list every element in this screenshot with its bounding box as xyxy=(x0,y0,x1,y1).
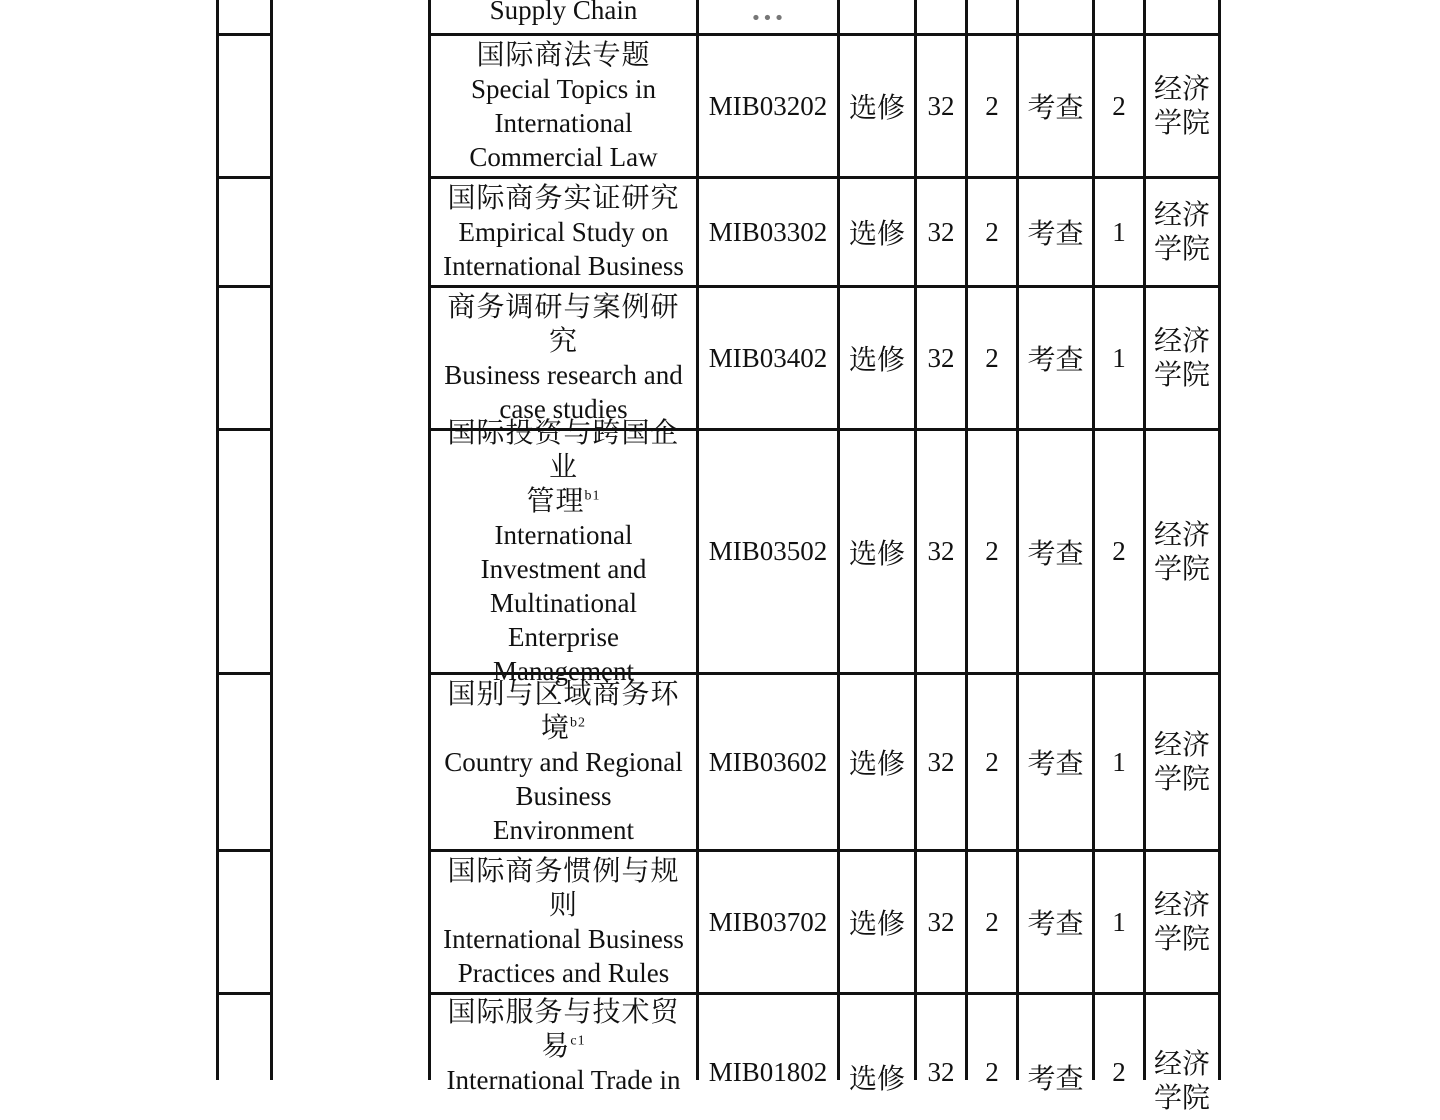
course-name-zh: 国际商务实证研究 xyxy=(447,181,680,214)
course-department xyxy=(1146,179,1218,285)
department-line: 经济 xyxy=(1153,517,1210,551)
course-type: 选修 xyxy=(848,536,905,570)
department-line: 经济 xyxy=(1153,198,1210,231)
course-semester: 1 xyxy=(1112,342,1126,373)
department-line: 学院 xyxy=(1153,358,1210,391)
course-name-zh: 国别与区域商务环 xyxy=(447,677,680,710)
course-name-en: Multinational xyxy=(490,587,637,618)
gap-mask xyxy=(273,992,428,995)
course-code: MIB01802 xyxy=(708,1057,828,1087)
course-credits: 2 xyxy=(985,216,999,247)
course-hours: 32 xyxy=(927,906,955,937)
gap-mask xyxy=(273,849,428,852)
course-assessment: 考查 xyxy=(1027,1062,1084,1095)
course-type: 选修 xyxy=(848,907,905,940)
course-hours: 32 xyxy=(927,536,955,566)
course-name-zh: 则 xyxy=(548,888,578,921)
column-divider xyxy=(216,0,219,1080)
course-department xyxy=(1146,675,1218,849)
course-name-en: Special Topics in xyxy=(470,74,657,104)
course-name-zh: 国际投资与跨国企业 xyxy=(447,415,680,483)
footnote-marker: b1 xyxy=(584,488,601,504)
course-hours: 32 xyxy=(927,1057,955,1087)
course-department xyxy=(1146,36,1218,176)
top-row-name-en: Supply Chain xyxy=(489,0,638,25)
top-row-course-code xyxy=(699,3,837,33)
course-name-zh: 管理$^{b1}$ xyxy=(526,483,601,517)
course-credits: 2 xyxy=(985,906,999,937)
course-name-en: Enterprise xyxy=(508,621,619,652)
course-department xyxy=(1146,995,1218,1120)
gap-mask xyxy=(273,672,428,675)
course-name-zh: 境$^{b2}$ xyxy=(540,711,586,744)
course-semester: 1 xyxy=(1112,906,1126,937)
course-name-en: Practices and Rules xyxy=(457,958,670,988)
department-line: 经济 xyxy=(1153,1047,1210,1080)
course-name-zh: 易$^{c1}$ xyxy=(541,1029,586,1062)
course-hours: 32 xyxy=(927,746,955,777)
course-name-en: Business xyxy=(515,781,612,811)
course-name-zh: 商务调研与案例研 xyxy=(447,290,680,323)
course-assessment: 考查 xyxy=(1027,536,1084,570)
course-assessment: 考查 xyxy=(1027,343,1084,376)
course-code: MIB03602 xyxy=(708,746,828,777)
course-semester: 2 xyxy=(1112,1057,1126,1087)
course-name-cell xyxy=(431,36,696,176)
course-credits: 2 xyxy=(985,342,999,373)
course-assessment: 考查 xyxy=(1027,907,1084,940)
top-row-course-name xyxy=(431,0,696,33)
course-name-en: Country and Regional xyxy=(444,747,683,777)
course-name-en: Commercial Law xyxy=(469,142,658,172)
gap-mask xyxy=(273,285,428,288)
department-line: 经济 xyxy=(1153,72,1210,105)
course-assessment: 考查 xyxy=(1027,91,1084,124)
course-name-cell xyxy=(431,415,696,686)
course-semester: 2 xyxy=(1112,536,1126,566)
course-name-cell xyxy=(431,288,696,428)
course-name-zh: 究 xyxy=(548,324,578,357)
course-name-cell xyxy=(431,852,696,992)
course-name-en: Empirical Study on xyxy=(458,217,669,247)
course-type: 选修 xyxy=(848,91,905,124)
footnote-marker: b2 xyxy=(570,715,586,731)
course-name-en: Environment xyxy=(493,815,634,845)
course-assessment: 考查 xyxy=(1027,747,1084,780)
truncated-marker: ••• xyxy=(750,7,786,29)
course-credits: 2 xyxy=(985,536,999,566)
course-name-zh: 国际商务惯例与规 xyxy=(447,854,680,887)
course-type: 选修 xyxy=(848,343,905,376)
course-name-en: Business research and xyxy=(444,360,683,390)
course-name-zh: 国际商法专题 xyxy=(476,38,651,71)
course-type: 选修 xyxy=(848,217,905,250)
course-hours: 32 xyxy=(927,216,955,247)
course-semester: 2 xyxy=(1112,90,1126,121)
department-line: 学院 xyxy=(1153,551,1210,585)
course-department xyxy=(1146,288,1218,428)
course-name-en: International xyxy=(494,108,633,138)
department-line: 学院 xyxy=(1153,922,1210,955)
course-name-en: case studies xyxy=(499,394,628,424)
course-name-en: Management xyxy=(493,655,634,686)
course-department xyxy=(1146,431,1218,672)
course-type: 选修 xyxy=(848,747,905,780)
course-name-en: Investment and xyxy=(480,553,647,584)
course-assessment: 考查 xyxy=(1027,217,1084,250)
course-credits: 2 xyxy=(985,90,999,121)
course-semester: 1 xyxy=(1112,216,1126,247)
column-divider xyxy=(270,0,273,1080)
gap-mask xyxy=(273,176,428,179)
course-name-cell xyxy=(431,675,696,849)
department-line: 学院 xyxy=(1153,1081,1210,1114)
course-department xyxy=(1146,852,1218,992)
gap-mask xyxy=(273,33,428,36)
course-name-cell xyxy=(431,995,696,1120)
course-code: MIB03502 xyxy=(708,536,828,566)
course-code: MIB03302 xyxy=(708,216,828,247)
course-hours: 32 xyxy=(927,342,955,373)
department-line: 学院 xyxy=(1153,106,1210,139)
gap-mask xyxy=(273,428,428,431)
department-line: 学院 xyxy=(1153,762,1210,795)
course-credits: 2 xyxy=(985,746,999,777)
course-type: 选修 xyxy=(848,1062,905,1095)
course-name-en: International Business xyxy=(443,924,684,954)
course-hours: 32 xyxy=(927,90,955,121)
course-name-cell xyxy=(431,179,696,285)
footnote-marker: c1 xyxy=(570,1033,586,1049)
course-code: MIB03402 xyxy=(708,342,828,373)
course-code: MIB03202 xyxy=(708,90,828,121)
course-semester: 1 xyxy=(1112,746,1126,777)
department-line: 经济 xyxy=(1153,888,1210,921)
department-line: 经济 xyxy=(1153,728,1210,761)
course-name-zh: 国际服务与技术贸 xyxy=(447,995,680,1028)
course-name-en: International xyxy=(494,519,633,550)
department-line: 学院 xyxy=(1153,232,1210,265)
course-name-en: International Trade in xyxy=(446,1065,681,1095)
column-divider xyxy=(1218,0,1221,1080)
course-code: MIB03702 xyxy=(708,906,828,937)
department-line: 经济 xyxy=(1153,324,1210,357)
course-name-en: International Business xyxy=(443,251,684,281)
course-credits: 2 xyxy=(985,1057,999,1087)
